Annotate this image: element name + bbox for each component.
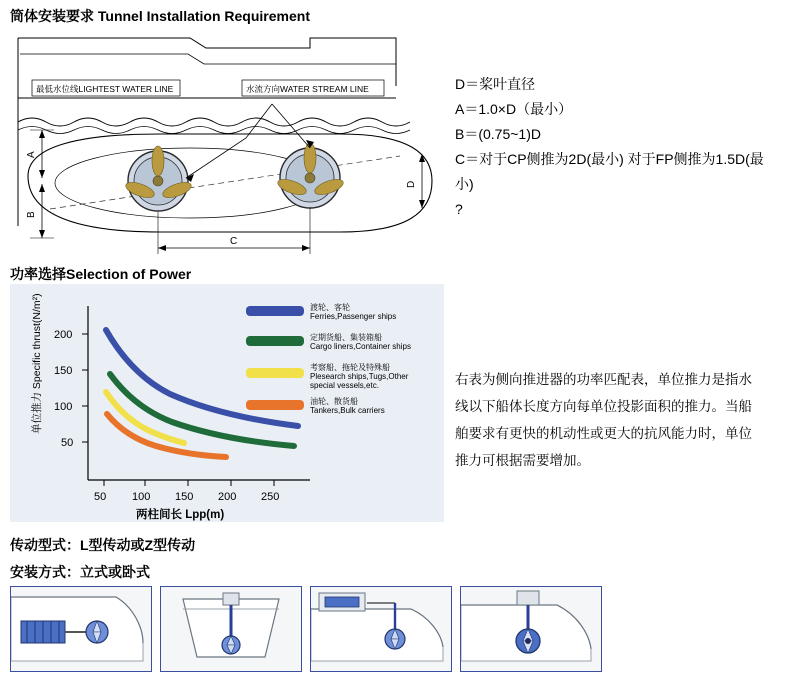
formula-item-d: D＝桨叶直径 [455, 76, 536, 92]
legend-item-research-cn: 考察船、拖轮及特殊船 [310, 363, 390, 372]
dim-b-label: B [26, 211, 37, 218]
x-tick-50: 50 [94, 491, 107, 503]
thumbnail-vertical-mounted-thruster [460, 586, 602, 672]
legend-item-research-en: Plesearch ships,Tugs,Other [310, 372, 409, 381]
dim-d-label: D [406, 180, 417, 188]
legend-item-tankers-cn: 油轮、散货船 [310, 397, 358, 406]
y-tick-150: 150 [54, 365, 73, 377]
lightest-water-line-label: 最低水位线LIGHTEST WATER LINE [36, 84, 174, 94]
dim-c-label: C [230, 236, 238, 247]
x-tick-150: 150 [175, 491, 194, 503]
dim-a-label: A [26, 151, 37, 158]
chart-note-text: 右表为侧向推进器的功率匹配表，单位推力是指水线以下船体长度方向每单位投影面积的推力。当船舶要求有更快的机动性或更大的抗风能力时，单位推力可根据需要增加。 [455, 372, 752, 468]
thumbnail-vertical-drive-section [160, 586, 302, 672]
legend-item-research-en2: special vessels,etc. [310, 381, 379, 390]
legend-item-ferries-cn: 渡轮、客轮 [310, 303, 350, 312]
water-stream-line-label: 水流方向WATER STREAM LINE [246, 84, 369, 94]
formula-item-c: C＝对于CP侧推为2D(最小) 对于FP侧推为1.5D(最小) [455, 151, 764, 192]
installation-thumbnail-row [10, 586, 770, 672]
y-tick-50: 50 [61, 437, 74, 449]
y-tick-200: 200 [54, 329, 73, 341]
tunnel-section-heading: 筒体安装要求 Tunnel Installation Requirement [10, 8, 310, 24]
formula-item-extra: ? [455, 201, 463, 217]
x-tick-200: 200 [218, 491, 237, 503]
tunnel-installation-diagram [10, 26, 440, 256]
legend-item-cargo-en: Cargo liners,Container ships [310, 342, 411, 351]
thumbnail-l-drive-engine-room [310, 586, 452, 672]
formula-item-a: A＝1.0×D（最小） [455, 101, 573, 117]
x-tick-100: 100 [132, 491, 151, 503]
y-tick-100: 100 [54, 401, 73, 413]
thumbnail-horizontal-drive [10, 586, 152, 672]
legend-item-tankers-en: Tankers,Bulk carriers [310, 406, 385, 415]
power-section-heading: 功率选择Selection of Power [10, 266, 192, 282]
drive-type-text: 传动型式：L型传动或Z型传动 [10, 537, 196, 553]
formula-item-b: B＝(0.75~1)D [455, 126, 541, 142]
legend-item-ferries-en: Ferries,Passenger ships [310, 312, 397, 321]
specific-thrust-chart [10, 284, 444, 522]
y-axis-label: 单位推力 Specific thrust(N/m²) [31, 293, 43, 434]
x-axis-label: 两柱间长 Lpp(m) [136, 509, 225, 521]
x-tick-250: 250 [261, 491, 280, 503]
mount-type-text: 安装方式：立式或卧式 [10, 564, 150, 580]
legend-item-cargo-cn: 定期货船、集装箱船 [310, 333, 382, 342]
formula-list [455, 72, 775, 222]
